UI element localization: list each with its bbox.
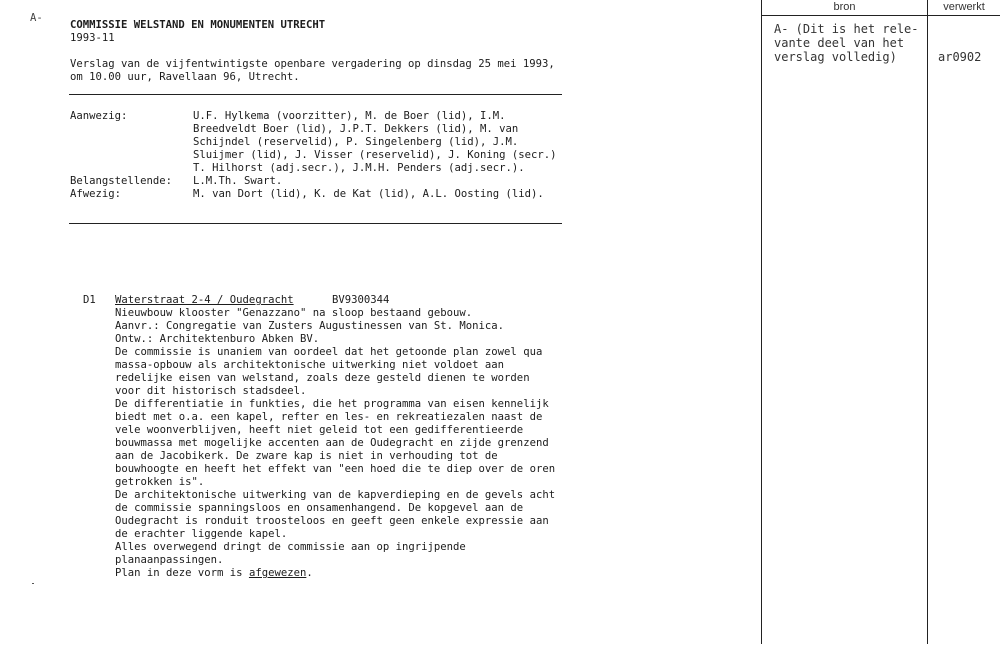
item-line: planaanpassingen. — [115, 554, 224, 566]
interested-label: Belangstellende: — [70, 175, 173, 187]
verdict-word: afgewezen — [248, 567, 307, 579]
item-line: aan de Jacobikerk. De zware kap is niet in verhouding tot de — [115, 450, 498, 462]
interested-value: L.M.Th. Swart. — [193, 175, 283, 187]
bron-note-line: verslag volledig) — [774, 50, 897, 64]
item-line: De architektonische uitwerking van de kapverdieping en de gevels acht — [115, 489, 556, 501]
sidebar-column-divider — [927, 0, 928, 644]
item-line: Ontw.: Architektenburo Abken BV. — [115, 333, 320, 345]
verdict-line — [115, 567, 555, 580]
intro-line-1: Verslag van de vijfentwintigste openbare vergadering op dinsdag 25 mei 1993, — [70, 58, 555, 70]
present-line-1: U.F. Hylkema (voorzitter), M. de Boer (lid), I.M. — [193, 110, 506, 122]
bron-note-line: A- (Dit is het rele- — [774, 22, 919, 36]
item-line: De differentiatie in funkties, die het programma van eisen kennelijk — [115, 398, 549, 410]
present-line-4: Sluijmer (lid), J. Visser (reservelid), J. Koning (secr.) — [193, 149, 557, 161]
item-body — [115, 307, 555, 580]
item-line: de commissie spanningsloos en onsamenhangend. De kopgevel aan de — [115, 502, 524, 514]
item-line: redelijke eisen van welstand, zoals deze gesteld dienen te worden — [115, 372, 530, 384]
sidebar-header-rule — [761, 15, 1000, 16]
intro-line-2: om 10.00 uur, Ravellaan 96, Utrecht. — [70, 71, 300, 83]
item-line: de erachter liggende kapel. — [115, 528, 288, 540]
verdict-suffix: . — [306, 567, 313, 579]
present-line-2: Breedveldt Boer (lid), J.P.T. Dekkers (lid), M. van — [193, 123, 519, 135]
present-line-3: Schijndel (reservelid), P. Singelenberg (lid), J.M. — [193, 136, 519, 148]
item-number: D1 — [83, 294, 96, 306]
verwerkt-value: ar0902 — [938, 50, 982, 64]
present-line-5: T. Hilhorst (adj.secr.), J.M.H. Penders (adj.secr.). — [193, 162, 525, 174]
item-line: massa-opbouw als architektonische uitwerking niet voldoet aan — [115, 359, 505, 371]
absent-value: M. van Dort (lid), K. de Kat (lid), A.L. Oosting (lid). — [193, 188, 544, 200]
absent-label: Afwezig: — [70, 188, 122, 200]
item-line: voor dit historisch stadsdeel. — [115, 385, 307, 397]
item-line: bouwhoogte en heeft het effekt van "een hoed die te diep over de oren — [115, 463, 556, 475]
col-header-verwerkt: verwerkt — [943, 1, 985, 13]
divider-bottom — [69, 223, 562, 224]
item-address: Waterstraat 2-4 / Oudegracht — [115, 294, 294, 306]
item-line: Nieuwbouw klooster "Genazzano" na sloop bestaand gebouw. — [115, 307, 473, 319]
org-title: COMMISSIE WELSTAND EN MONUMENTEN UTRECHT — [70, 19, 326, 31]
item-line: bouwmassa met mogelijke accenten aan de Oudegracht en zijde grenzend — [115, 437, 549, 449]
item-line: getrokken is". — [115, 476, 205, 488]
item-line: Oudegracht is ronduit troosteloos en geeft geen enkele expressie aan — [115, 515, 549, 527]
col-header-bron: bron — [833, 1, 856, 13]
verdict-prefix: Plan in deze vorm is — [115, 567, 249, 579]
item-line: vele woonverblijven, heeft niet geleid tot een gedifferentieerde — [115, 424, 524, 436]
bron-note — [774, 22, 919, 64]
bron-note-line: vante deel van het — [774, 36, 905, 50]
meeting-code: 1993-11 — [70, 32, 115, 44]
sidebar-left-border — [761, 0, 762, 644]
item-line: De commissie is unaniem van oordeel dat het getoonde plan zowel qua — [115, 346, 543, 358]
item-line: biedt met o.a. een kapel, refter en les- en rekreatiezalen naast de — [115, 411, 543, 423]
margin-mark: A- — [30, 12, 43, 24]
item-line: Aanvr.: Congregatie van Zusters Augustinessen van St. Monica. — [115, 320, 505, 332]
present-label: Aanwezig: — [70, 110, 128, 122]
stray-mark — [32, 583, 34, 584]
item-line: Alles overwegend dringt de commissie aan op ingrijpende — [115, 541, 466, 553]
item-reference: BV9300344 — [332, 294, 390, 306]
divider-top — [69, 94, 562, 95]
